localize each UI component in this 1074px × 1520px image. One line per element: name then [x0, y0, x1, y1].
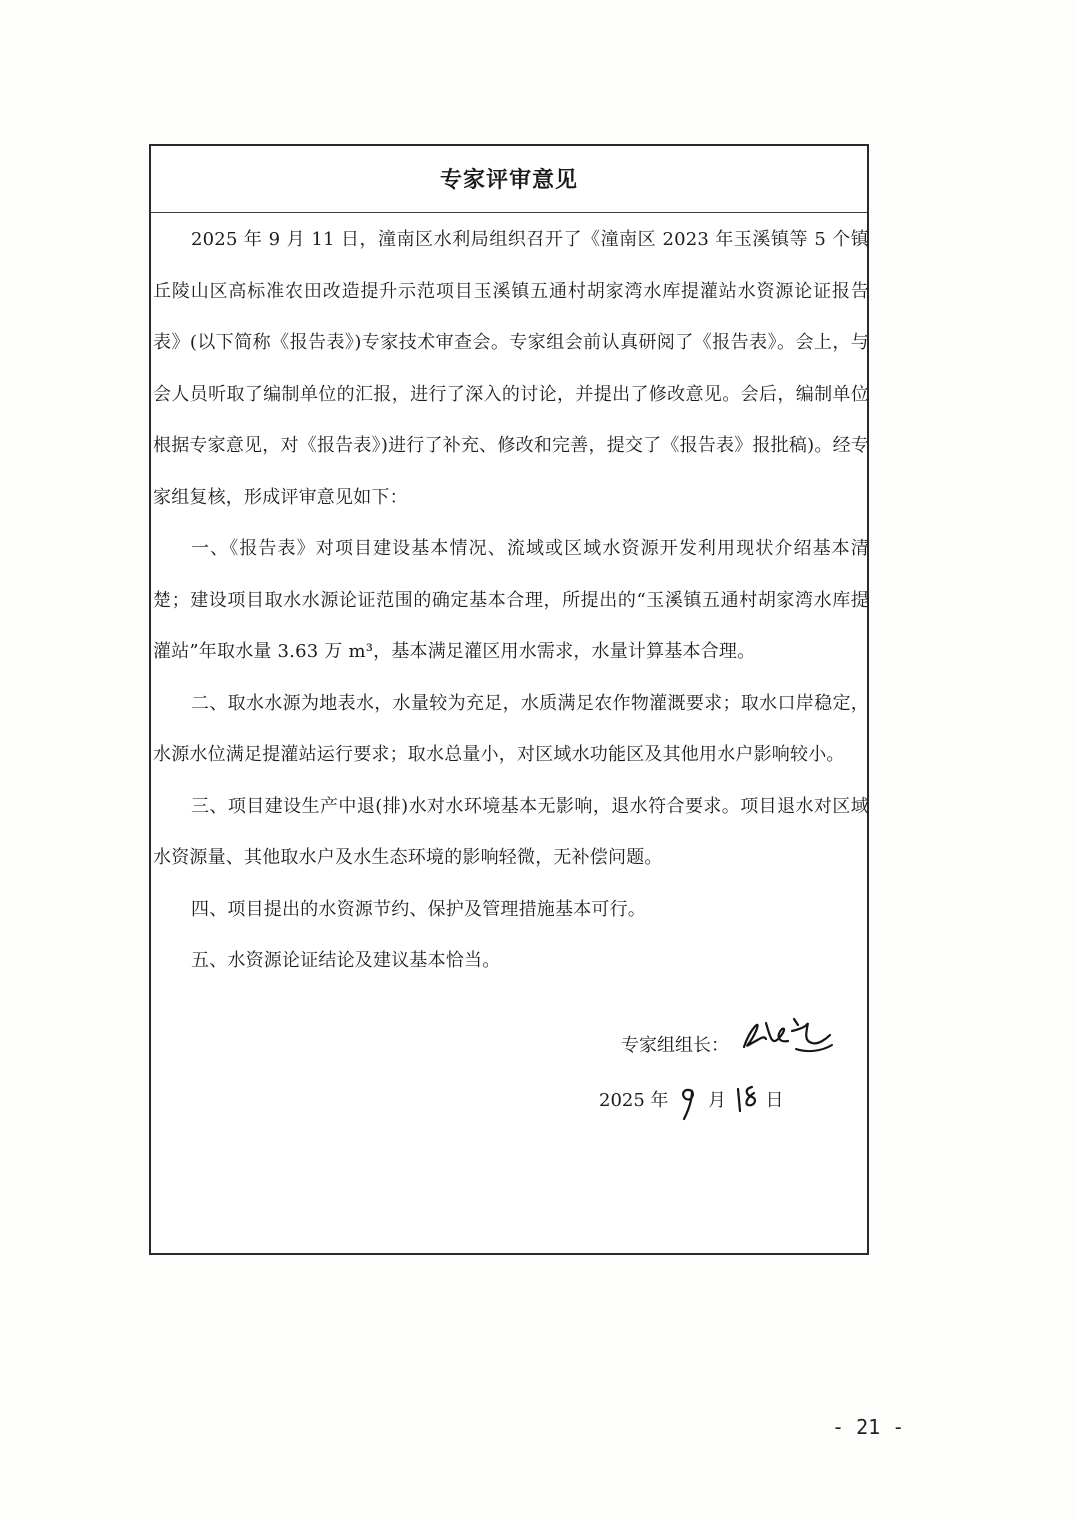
date-line — [599, 1081, 783, 1121]
signature-block — [596, 1021, 856, 1141]
date-month-label: 月 — [708, 1090, 726, 1111]
paragraph-item-3: 三、项目建设生产中退(排)水对水环境基本无影响，退水符合要求。项目退水对区域水资源量、其他取水户及水生态环境的影响轻微，无补偿问题。 — [153, 795, 869, 868]
signature-line — [621, 1031, 729, 1057]
opinion-body — [153, 214, 869, 987]
document-title: 专家评审意见 — [151, 146, 867, 213]
handwritten-day — [732, 1081, 760, 1121]
paragraph-intro: 2025 年 9 月 11 日，潼南区水利局组织召开了《潼南区 2023 年玉溪镇等 5 个镇丘陵山区高标准农田改造提升示范项目玉溪镇五通村胡家湾水库提灌站水资源论证报告表》(以下简称《报告表》)专家技术审查会。专家组会前认真研阅了《报告表》。会上，与会人员听取了编制单位的汇报，进行了深入的讨论，并提出了修改意见。会后，编制单位根据专家意见，对《报告表》)进行了补充、修改和完善，提交了《报告表》报批稿)。经专家组复核，形成评审意见如下： — [153, 229, 869, 508]
page-number: - 21 - — [832, 1415, 905, 1439]
paragraph-item-4: 四、项目提出的水资源节约、保护及管理措施基本可行。 — [191, 898, 646, 920]
review-opinion-frame — [149, 144, 869, 1255]
signature-label: 专家组组长： — [621, 1035, 729, 1056]
paragraph-item-5: 五、水资源论证结论及建议基本恰当。 — [191, 950, 501, 971]
paragraph-item-2: 二、取水水源为地表水，水量较为充足，水质满足农作物灌溉要求；取水口岸稳定，水源水位满足提灌站运行要求；取水总量小，对区域水功能区及其他用水户影响较小。 — [153, 692, 869, 765]
handwritten-signature — [736, 1009, 836, 1059]
handwritten-month — [674, 1081, 702, 1121]
paragraph-item-1: 一、《报告表》对项目建设基本情况、流域或区域水资源开发利用现状介绍基本清楚；建设项目取水水源论证范围的确定基本合理，所提出的“玉溪镇五通村胡家湾水库提灌站”年取水量 3.63 万 m³，基本满足灌区用水需求，水量计算基本合理。 — [153, 538, 869, 662]
date-year: 2025 年 — [599, 1090, 669, 1111]
date-day-label: 日 — [765, 1090, 784, 1111]
